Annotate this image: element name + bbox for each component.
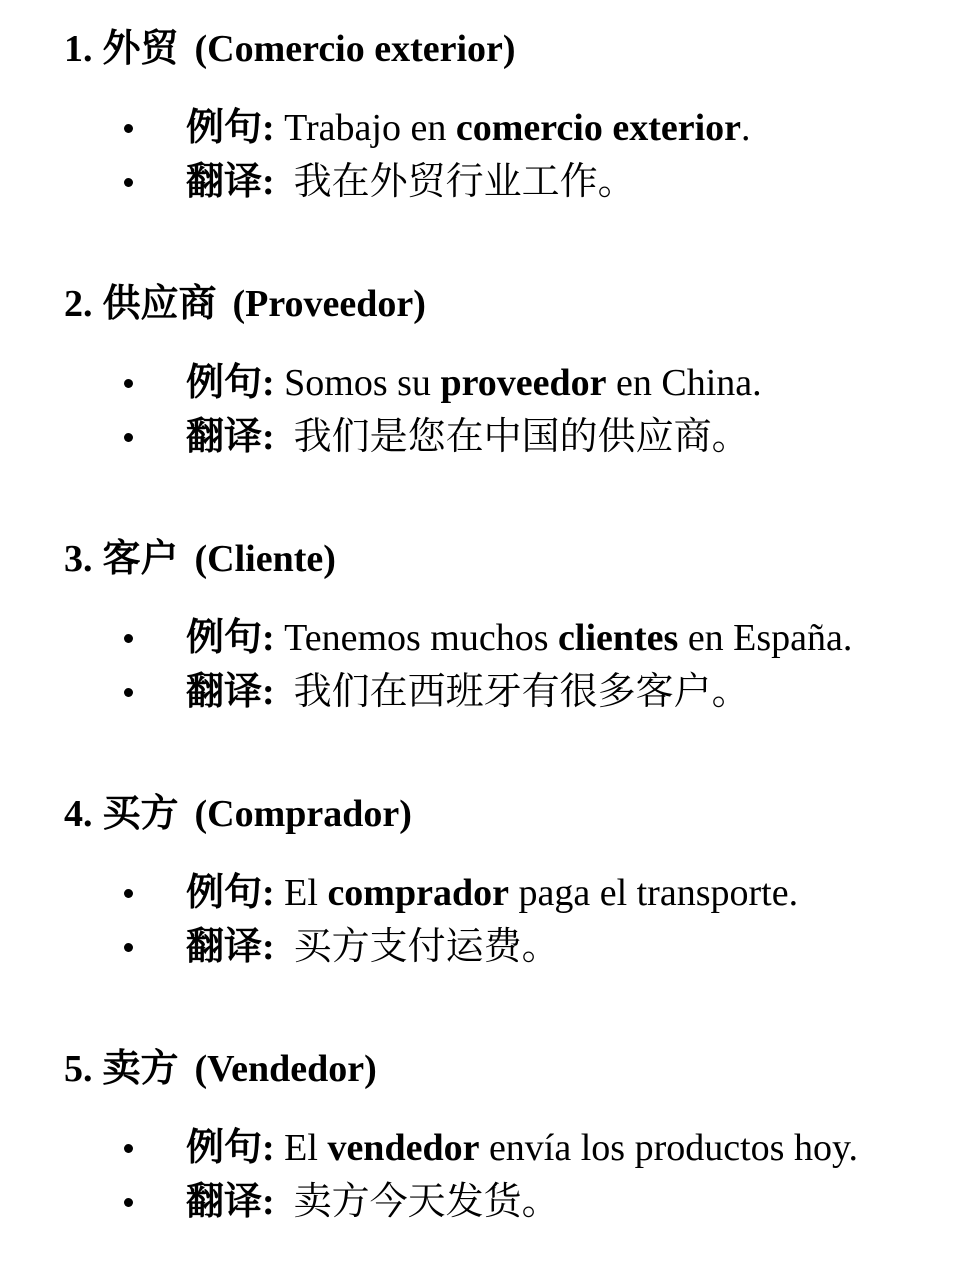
example-label: 例句:: [186, 872, 275, 914]
example-text-before: Tenemos muchos: [284, 617, 549, 659]
bullet-dot: [124, 1198, 133, 1207]
term-number: 3.: [64, 538, 93, 580]
bullet-dot: [124, 1144, 133, 1153]
translation-text: 我们在西班牙有很多客户。: [293, 671, 750, 713]
example-label: 例句:: [186, 617, 275, 659]
example-text-after: envía los productos hoy.: [488, 1127, 858, 1169]
example-sentence: [186, 103, 751, 153]
translation-text: 我在外贸行业工作。: [293, 161, 636, 203]
term-5: [0, 1020, 970, 1275]
example-text-after: .: [741, 107, 751, 149]
translation-label: 翻译:: [186, 416, 275, 458]
bullet-dot: [124, 124, 133, 133]
term-4: [0, 765, 970, 1020]
term-spanish: (Comprador): [194, 793, 412, 835]
bullet-dot: [124, 889, 133, 898]
bullet-dot: [124, 634, 133, 643]
term-spanish: (Vendedor): [194, 1048, 377, 1090]
translation-label: 翻译:: [186, 1181, 275, 1223]
example-sentence: [186, 613, 852, 663]
example-text-before: Somos su: [284, 362, 431, 404]
example-keyword: comercio exterior: [455, 107, 742, 149]
bullet-dot: [124, 688, 133, 697]
bullet-dot: [124, 433, 133, 442]
term-heading: [64, 279, 426, 329]
example-keyword: clientes: [558, 617, 679, 659]
example-label: 例句:: [186, 362, 275, 404]
term-chinese: 客户: [102, 538, 179, 580]
translation-text: 买方支付运费。: [293, 926, 560, 968]
term-2: [0, 255, 970, 510]
bullet-dot: [124, 178, 133, 187]
example-keyword: proveedor: [440, 362, 607, 404]
term-1: [0, 0, 970, 255]
example-keyword: vendedor: [327, 1127, 480, 1169]
term-number: 2.: [64, 283, 93, 325]
term-chinese: 供应商: [102, 283, 217, 325]
example-text-after: en España.: [687, 617, 853, 659]
term-chinese: 卖方: [102, 1048, 179, 1090]
term-3: [0, 510, 970, 765]
example-text-after: paga el transporte.: [518, 872, 799, 914]
example-text-before: El: [284, 872, 318, 914]
translation-sentence: [186, 667, 750, 717]
translation-label: 翻译:: [186, 161, 275, 203]
bullet-dot: [124, 379, 133, 388]
bullet-dot: [124, 943, 133, 952]
term-chinese: 外贸: [102, 28, 179, 70]
term-chinese: 买方: [102, 793, 179, 835]
translation-label: 翻译:: [186, 926, 275, 968]
translation-text: 我们是您在中国的供应商。: [293, 416, 750, 458]
translation-label: 翻译:: [186, 671, 275, 713]
term-spanish: (Comercio exterior): [194, 28, 516, 70]
term-spanish: (Proveedor): [232, 283, 426, 325]
example-label: 例句:: [186, 107, 275, 149]
term-heading: [64, 789, 412, 839]
term-heading: [64, 534, 336, 584]
example-text-before: El: [284, 1127, 318, 1169]
term-number: 4.: [64, 793, 93, 835]
translation-sentence: [186, 157, 636, 207]
translation-text: 卖方今天发货。: [293, 1181, 560, 1223]
example-text-before: Trabajo en: [284, 107, 447, 149]
term-heading: [64, 24, 516, 74]
translation-sentence: [186, 922, 560, 972]
example-text-after: en China.: [615, 362, 762, 404]
translation-sentence: [186, 412, 750, 462]
term-heading: [64, 1044, 377, 1094]
example-sentence: [186, 358, 762, 408]
term-number: 5.: [64, 1048, 93, 1090]
term-spanish: (Cliente): [194, 538, 336, 580]
example-label: 例句:: [186, 1127, 275, 1169]
example-keyword: comprador: [327, 872, 509, 914]
term-number: 1.: [64, 28, 93, 70]
example-sentence: [186, 868, 798, 918]
example-sentence: [186, 1123, 858, 1173]
translation-sentence: [186, 1177, 560, 1227]
